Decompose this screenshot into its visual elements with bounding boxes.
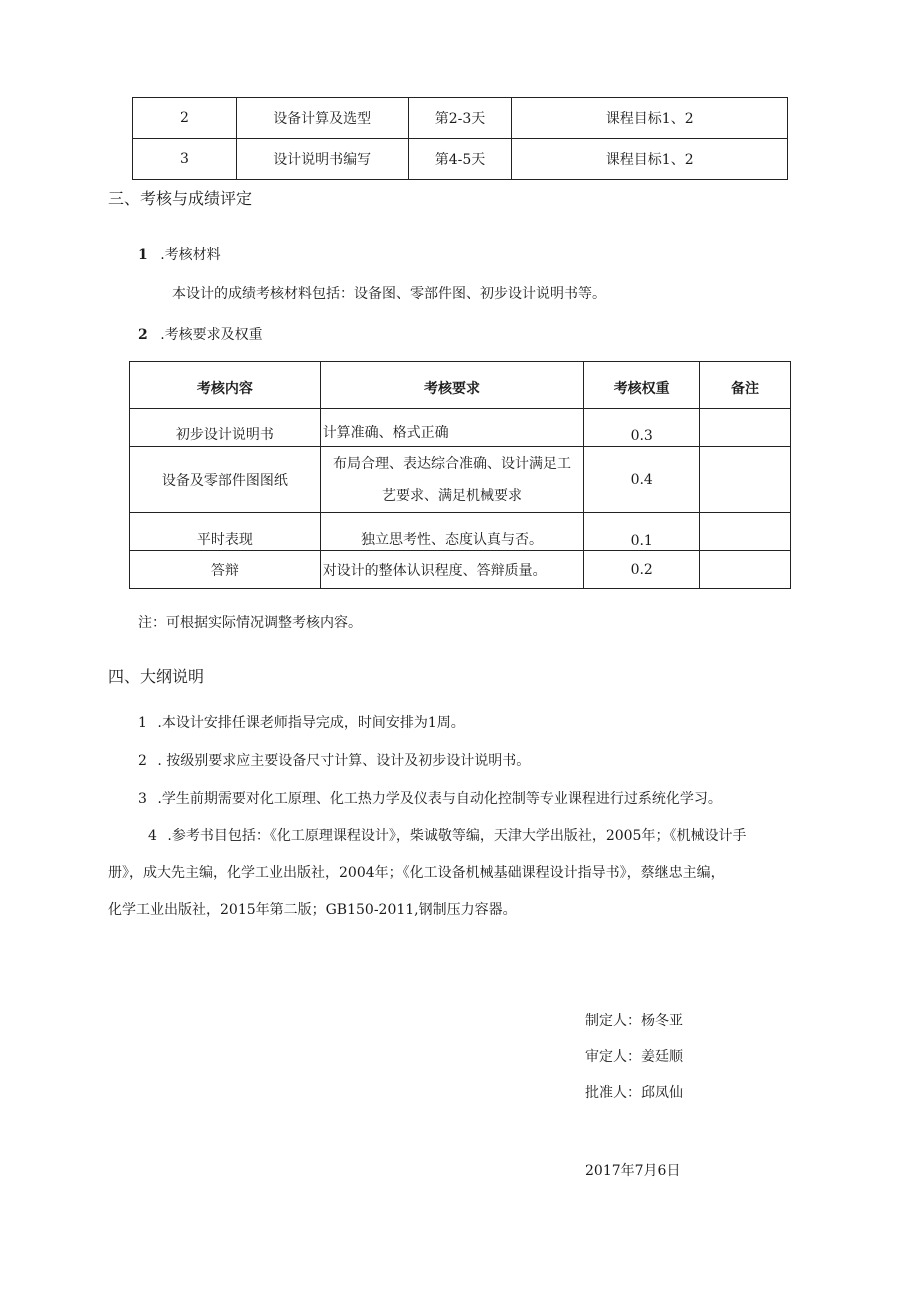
section-3-heading: 三、考核与成绩评定 xyxy=(108,189,253,208)
subsection-1-number: 1 xyxy=(138,247,148,263)
list-item-text: .本设计安排任课老师指导完成，时间安排为1周。 xyxy=(157,715,465,731)
table-cell: 第4-5天 xyxy=(408,139,512,180)
table-cell: 设备及零部件图图纸 xyxy=(130,447,321,513)
table-cell: 3 xyxy=(133,139,237,180)
table-cell xyxy=(700,409,791,447)
approver-signature: 批准人：邱凤仙 xyxy=(585,1085,683,1101)
list-item-text: .学生前期需要对化工原理、化工热力学及仪表与自动化控制等专业课程进行过系统化学习。 xyxy=(157,791,722,807)
section-4-heading: 四、大纲说明 xyxy=(108,667,205,686)
table-row xyxy=(130,551,791,589)
list-item xyxy=(138,712,465,732)
table-row xyxy=(130,409,791,447)
table-cell: 初步设计说明书 xyxy=(130,409,321,447)
table-cell: 课程目标1、2 xyxy=(512,139,788,180)
table-cell: 布局合理、表达综合准确、设计满足工艺要求、满足机械要求 xyxy=(320,447,584,513)
list-item xyxy=(138,750,530,770)
table-cell: 设备计算及选型 xyxy=(236,98,408,139)
adjustment-note: 注：可根据实际情况调整考核内容。 xyxy=(138,615,362,631)
table-cell: 答辩 xyxy=(130,551,321,589)
subsection-1-title: .考核材料 xyxy=(160,247,221,263)
table-row xyxy=(133,98,788,139)
table-header-row xyxy=(130,362,791,409)
table-cell: 独立思考性、态度认真与否。 xyxy=(320,513,584,551)
assessment-table xyxy=(129,361,791,589)
table-cell: 计算准确、格式正确 xyxy=(320,409,584,447)
table-cell xyxy=(700,513,791,551)
references-line-2: 册》，成大先主编，化学工业出版社，2004年；《化工设备机械基础课程设计指导书》，蔡继忠主编， xyxy=(108,865,725,881)
table-cell: 平时表现 xyxy=(130,513,321,551)
document-date: 2017年7月6日 xyxy=(585,1163,681,1179)
table-cell: 2 xyxy=(133,98,237,139)
maker-signature: 制定人：杨冬亚 xyxy=(585,1013,683,1029)
table-cell: 0.2 xyxy=(584,551,700,589)
table-cell xyxy=(700,447,791,513)
list-item xyxy=(138,788,722,808)
list-item-number: 4 xyxy=(148,828,157,844)
list-item-number: 2 xyxy=(138,753,147,769)
materials-paragraph: 本设计的成绩考核材料包括：设备图、零部件图、初步设计说明书等。 xyxy=(172,286,606,302)
reviewer-signature: 审定人：姜廷顺 xyxy=(585,1049,683,1065)
header-cell: 备注 xyxy=(700,362,791,409)
header-cell: 考核内容 xyxy=(130,362,321,409)
table-cell: 对设计的整体认识程度、答辩质量。 xyxy=(320,551,584,589)
subsection-2-heading xyxy=(138,324,263,344)
subsection-2-title: .考核要求及权重 xyxy=(160,327,263,343)
list-item-text: .参考书目包括：《化工原理课程设计》，柴诚敬等编，天津大学出版社，2005年；《机械设计手 xyxy=(167,828,747,844)
references-line-1 xyxy=(148,825,746,845)
table-cell: 0.3 xyxy=(584,409,700,447)
references-line-3: 化学工业出版社，2015年第二版；GB150-2011,钢制压力容器。 xyxy=(108,902,517,918)
list-item-number: 3 xyxy=(138,791,147,807)
table-cell: 课程目标1、2 xyxy=(512,98,788,139)
table-row xyxy=(133,139,788,180)
header-cell: 考核要求 xyxy=(320,362,584,409)
table-row xyxy=(130,447,791,513)
subsection-2-number: 2 xyxy=(138,327,148,343)
table-cell: 0.4 xyxy=(584,447,700,513)
table-cell: 设计说明书编写 xyxy=(236,139,408,180)
table-cell: 0.1 xyxy=(584,513,700,551)
list-item-number: 1 xyxy=(138,715,147,731)
table-cell: 第2-3天 xyxy=(408,98,512,139)
schedule-table xyxy=(132,97,788,180)
header-cell: 考核权重 xyxy=(584,362,700,409)
subsection-1-heading xyxy=(138,244,221,264)
table-row xyxy=(130,513,791,551)
list-item-text: . 按级别要求应主要设备尺寸计算、设计及初步设计说明书。 xyxy=(157,753,531,769)
table-cell xyxy=(700,551,791,589)
